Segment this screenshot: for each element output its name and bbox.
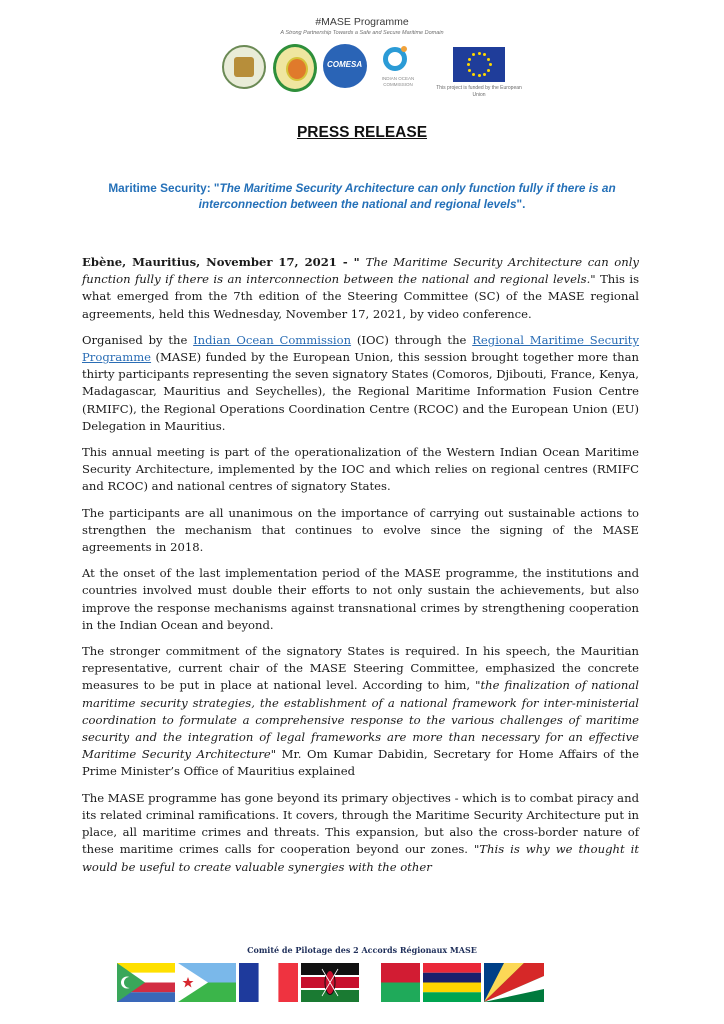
press-release-body <box>82 254 639 885</box>
ioc-logo-icon <box>383 47 407 71</box>
paragraph-2-text: (IOC) through the <box>351 332 473 347</box>
paragraph-4: The participants are all unanimous on the importance of carrying out sustainable actions to strengthen the mechanism that continues to evolve since the signing of the MASE agreements in 2018. <box>82 505 639 555</box>
djibouti-flag-icon <box>178 963 236 1002</box>
document-type-title: PRESS RELEASE <box>296 124 428 141</box>
footer-caption: Comité de Pilotage des 2 Accords Régionaux MASE <box>247 945 477 955</box>
seychelles-flag-icon <box>484 963 544 1002</box>
paragraph-2-text: (MASE) funded by the European Union, this session brought together more than thirty participants representing the seven signatory States (Comoros, Djibouti, France, Kenya, Madagascar, Mauritius and Seychelles), the Regional Maritime Information Fusion Centre (RMIFC), the Regional Operations Coordination Centre (RCOC) and the European Union (EU) Delegation in Mauritius. <box>82 350 639 433</box>
paragraph-7 <box>82 790 639 876</box>
igad-logo-icon <box>222 45 266 89</box>
signatory-flags <box>117 963 567 1003</box>
eu-star-icon <box>468 69 471 72</box>
paragraph-7-quote: "This is why we thought it would be useful to create valuable synergies with the other <box>82 842 639 874</box>
paragraph-1 <box>82 254 639 323</box>
comesa-logo-text: COMESA <box>327 60 363 69</box>
eu-star-icon <box>468 58 471 61</box>
comesa-logo-icon <box>323 44 367 88</box>
eu-star-icon <box>478 74 481 77</box>
eu-star-icon <box>467 63 470 66</box>
programme-tagline: A Strong Partnership Towards a Safe and Secure Maritime Domain <box>280 30 444 36</box>
eu-star-icon <box>489 63 492 66</box>
paragraph-6-text: " Mr. Om Kumar Dabidin, Secretary for Home Affairs of the Prime Minister’s Office of Mauritius explained <box>82 747 639 779</box>
minister-quote: the finalization of national maritime security strategies, the establishment of a national framework for inter-ministerial coordination to formulate a comprehensive response to the various challenges of maritime security and the integration of legal frameworks are more than necessary for an effective Maritime Security Architecture <box>82 678 639 762</box>
eu-star-icon <box>478 52 481 55</box>
headline-quote: The Maritime Security Architecture can only function fully if there is an interconnection between the national and regional levels <box>198 181 616 211</box>
paragraph-5: At the onset of the last implementation period of the MASE programme, the institutions and countries involved must double their efforts to not only sustain the achievements, but also improve the response mechanisms against transnational crimes by strengthening cooperation in the Indian Ocean and beyond. <box>82 566 639 632</box>
eu-star-icon <box>487 69 490 72</box>
paragraph-2-text: Organised by the <box>82 332 194 347</box>
paragraph-3: This annual meeting is part of the operationalization of the Western Indian Ocean Maritime Security Architecture, implemented by the IOC and which relies on regional centres (RMIFC and RCOC) and national centres of signatory States. <box>82 445 639 494</box>
opening-quote: The Maritime Security Architecture can only function fully if there is an interconnection between the national and regional levels. <box>82 255 639 287</box>
madagascar-flag-icon <box>362 963 420 1002</box>
paragraph-6-text: The stronger commitment of the signatory States is required. In his speech, the Mauritian representative, current chair of the MASE Steering Committee, emphasized the concrete measures to be put in place at national level. According to him, " <box>82 644 639 693</box>
comoros-flag-icon <box>117 963 175 1002</box>
eu-star-icon <box>472 53 475 56</box>
france-flag-icon <box>239 963 298 1002</box>
dateline: Ebène, Mauritius, November 17, 2021 - " <box>82 255 366 269</box>
eu-star-icon <box>483 53 486 56</box>
headline-lead: Maritime Security: " <box>108 181 220 195</box>
headline <box>85 180 639 212</box>
eu-star-icon <box>483 73 486 76</box>
paragraph-2 <box>82 332 639 435</box>
mauritius-flag-icon <box>423 963 481 1002</box>
programme-title: #MASE Programme <box>315 16 409 28</box>
ioc-logo-text: INDIAN OCEAN COMMISSION <box>381 76 415 87</box>
paragraph-6 <box>82 643 639 781</box>
eu-star-icon <box>472 73 475 76</box>
mase-programme-link[interactable]: Regional Maritime Security Programme <box>82 332 640 365</box>
paragraph-7-text: The MASE programme has gone beyond its primary objectives - which is to combat piracy and its related criminal ramifications. It covers, through the Maritime Security Architecture put in place, all maritime crimes and threats. This expansion, but also the cross-border nature of these maritime crimes calls for cooperation beyond our zones. <box>82 790 639 857</box>
headline-end: ". <box>516 197 526 211</box>
eu-funding-caption: This project is funded by the European Union <box>436 85 522 98</box>
eu-star-icon <box>487 58 490 61</box>
letterhead <box>0 0 724 100</box>
eu-flag-icon <box>453 47 505 82</box>
kenya-flag-icon <box>301 963 359 1002</box>
eac-logo-icon <box>273 44 317 92</box>
paragraph-1-text: " This is what emerged from the 7th edition of the Steering Committee (SC) of the MASE regional agreements, held this Wednesday, November 17, 2021, by video conference. <box>82 272 640 321</box>
ioc-link[interactable]: Indian Ocean Commission <box>193 332 352 347</box>
